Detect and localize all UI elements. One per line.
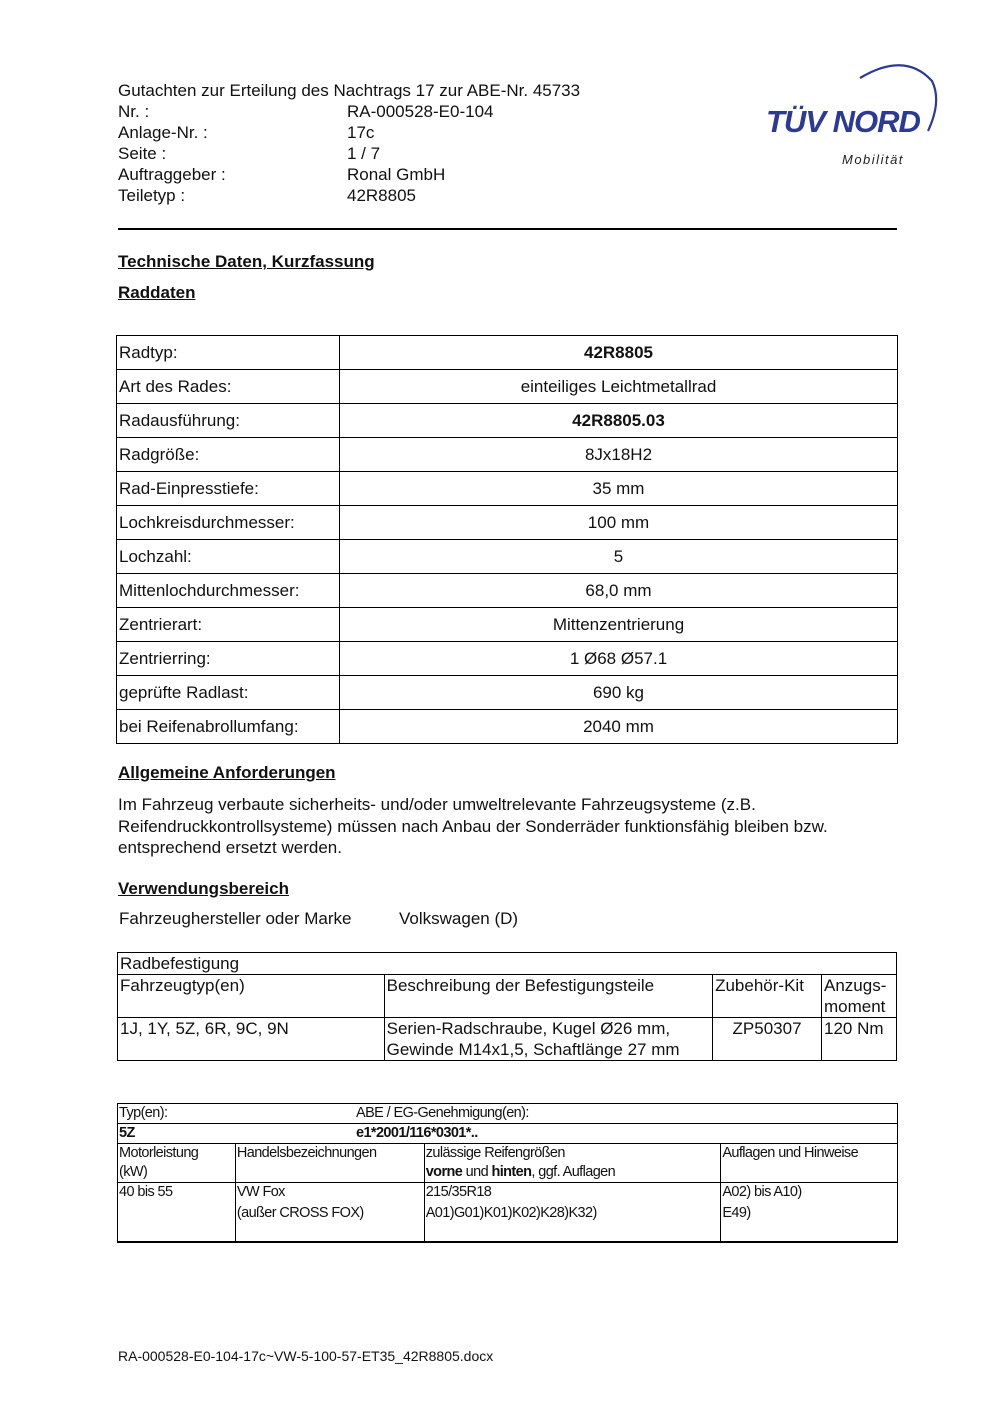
typ-label-cell xyxy=(118,1104,898,1124)
header-row-auftraggeber: Auftraggeber : Ronal GmbH xyxy=(118,165,446,184)
raddaten-row xyxy=(117,506,898,540)
raddaten-row xyxy=(117,540,898,574)
typ-label-row xyxy=(118,1104,898,1124)
raddaten-row xyxy=(117,676,898,710)
raddaten-key: Mittenlochdurchmesser: xyxy=(117,574,340,608)
header-auflagen: Auflagen und Hinweise xyxy=(721,1144,898,1183)
typ-header-row xyxy=(118,1144,898,1183)
befestigung-data-row xyxy=(118,1018,897,1061)
typ-genehmigung-table xyxy=(117,1103,898,1243)
raddaten-row xyxy=(117,608,898,642)
typ-label: Typ(en): xyxy=(119,1105,168,1121)
raddaten-table xyxy=(116,335,898,744)
typ-value-row xyxy=(118,1124,898,1144)
cell-auflagen: A02) bis A10) E49) xyxy=(721,1183,898,1243)
cell-handelsbezeichnung: VW Fox (außer CROSS FOX) xyxy=(235,1183,424,1243)
header-row-seite: Seite : 1 / 7 xyxy=(118,144,381,163)
raddaten-value: 68,0 mm xyxy=(340,574,898,608)
cell-fahrzeugtypen: 1J, 1Y, 5Z, 6R, 9C, 9N xyxy=(118,1018,385,1061)
raddaten-value: 42R8805 xyxy=(340,336,898,370)
raddaten-key: Radausführung: xyxy=(117,404,340,438)
raddaten-value: 42R8805.03 xyxy=(340,404,898,438)
raddaten-value: 690 kg xyxy=(340,676,898,710)
raddaten-value: einteiliges Leichtmetallrad xyxy=(340,370,898,404)
footer-filename: RA-000528-E0-104-17c~VW-5-100-57-ET35_42R8805.docx xyxy=(118,1348,494,1364)
raddaten-key: bei Reifenabrollumfang: xyxy=(117,710,340,744)
raddaten-value: 1 Ø68 Ø57.1 xyxy=(340,642,898,676)
befestigung-table xyxy=(117,952,897,1061)
raddaten-row xyxy=(117,438,898,472)
cell-motorleistung: 40 bis 55 xyxy=(118,1183,236,1243)
header-row-nr: Nr. : RA-000528-E0-104 xyxy=(118,102,494,121)
raddaten-value: 35 mm xyxy=(340,472,898,506)
raddaten-key: Rad-Einpresstiefe: xyxy=(117,472,340,506)
header-motorleistung: Motorleistung (kW) xyxy=(118,1144,236,1183)
raddaten-value: 2040 mm xyxy=(340,710,898,744)
raddaten-value: 8Jx18H2 xyxy=(340,438,898,472)
header-beschreibung: Beschreibung der Befestigungsteile xyxy=(384,975,712,1018)
befestigung-header-row xyxy=(118,975,897,1018)
raddaten-key: Radgröße: xyxy=(117,438,340,472)
abe-value: e1*2001/116*0301*.. xyxy=(356,1125,478,1141)
raddaten-key: Radtyp: xyxy=(117,336,340,370)
befestigung-title-row xyxy=(118,953,897,975)
logo-subtitle: Mobilität xyxy=(842,152,904,167)
raddaten-key: geprüfte Radlast: xyxy=(117,676,340,710)
raddaten-key: Lochkreisdurchmesser: xyxy=(117,506,340,540)
typ-data-row xyxy=(118,1183,898,1243)
raddaten-key: Zentrierring: xyxy=(117,642,340,676)
raddaten-key: Lochzahl: xyxy=(117,540,340,574)
typ-value: 5Z xyxy=(119,1125,135,1141)
raddaten-row xyxy=(117,370,898,404)
raddaten-row xyxy=(117,710,898,744)
raddaten-row xyxy=(117,404,898,438)
abe-label: ABE / EG-Genehmigung(en): xyxy=(356,1105,529,1121)
header-fahrzeugtyp: Fahrzeugtyp(en) xyxy=(118,975,385,1018)
raddaten-value: 100 mm xyxy=(340,506,898,540)
cell-beschreibung: Serien-Radschraube, Kugel Ø26 mm, Gewinde M14x1,5, Schaftlänge 27 mm xyxy=(384,1018,712,1061)
marke-value: Volkswagen (D) xyxy=(399,909,519,928)
logo-wordmark: TÜV NORD xyxy=(766,104,920,139)
allgemein-paragraph: Im Fahrzeug verbaute sicherheits- und/oder umweltrelevante Fahrzeugsysteme (z.B. Reifendruckkontrollsysteme) müssen nach Anbau der Sonderräder funktionsfähig bleiben bzw. entsprechend ersetzt werden. xyxy=(118,795,828,857)
section-heading-allgemein: Allgemeine Anforderungen xyxy=(118,763,336,782)
header-reifengroessen: zulässige Reifengrößen vorne und hinten, ggf. Auflagen xyxy=(424,1144,721,1183)
marke-label: Fahrzeughersteller oder Marke xyxy=(119,909,352,928)
header-divider xyxy=(118,228,897,230)
typ-value-cell xyxy=(118,1124,898,1144)
raddaten-row xyxy=(117,472,898,506)
document-header xyxy=(118,80,580,206)
header-row-teiletyp: Teiletyp : 42R8805 xyxy=(118,186,417,205)
header-zubehoer-kit: Zubehör-Kit xyxy=(713,975,822,1018)
header-row-anlage: Anlage-Nr. : 17c xyxy=(118,123,375,142)
header-anzugsmoment: Anzugs- moment xyxy=(822,975,897,1018)
marke-line xyxy=(119,909,519,929)
raddaten-key: Art des Rades: xyxy=(117,370,340,404)
section-heading-verwendung: Verwendungsbereich xyxy=(118,879,289,898)
raddaten-value: Mittenzentrierung xyxy=(340,608,898,642)
tuev-nord-logo xyxy=(760,56,940,172)
section-heading-tech: Technische Daten, Kurzfassung xyxy=(118,252,375,271)
header-handelsbezeichnungen: Handelsbezeichnungen xyxy=(235,1144,424,1183)
raddaten-row xyxy=(117,642,898,676)
raddaten-row xyxy=(117,336,898,370)
cell-reifengroessen: 215/35R18 A01)G01)K01)K02)K28)K32) xyxy=(424,1183,721,1243)
cell-anzugsmoment: 120 Nm xyxy=(822,1018,897,1061)
raddaten-value: 5 xyxy=(340,540,898,574)
section-heading-raddaten: Raddaten xyxy=(118,283,196,302)
cell-zubehoer-kit: ZP50307 xyxy=(713,1018,822,1061)
befestigung-title: Radbefestigung xyxy=(118,953,897,975)
document-title: Gutachten zur Erteilung des Nachtrags 17 zur ABE-Nr. 45733 xyxy=(118,81,581,100)
raddaten-row xyxy=(117,574,898,608)
raddaten-key: Zentrierart: xyxy=(117,608,340,642)
